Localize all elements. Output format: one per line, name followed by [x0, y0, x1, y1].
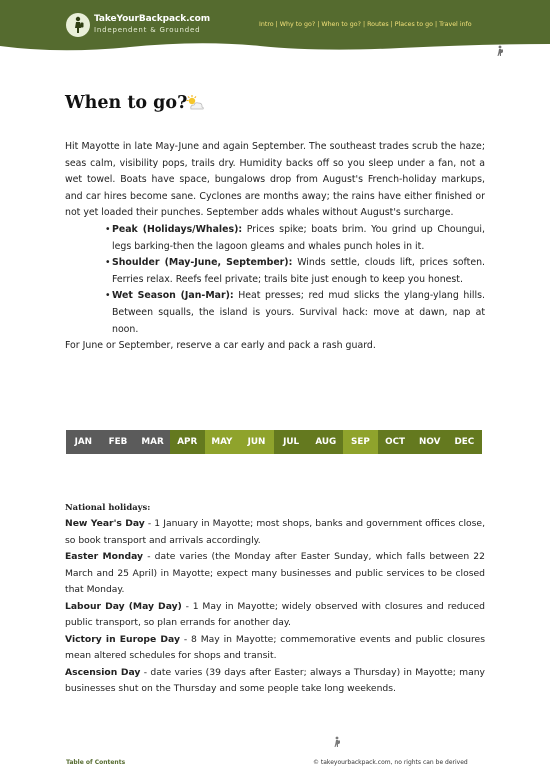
header-wave-decoration [0, 40, 550, 52]
sun-behind-cloud-icon [185, 94, 205, 112]
month-cell-nov: NOV [412, 430, 447, 454]
month-cell-jul: JUL [274, 430, 309, 454]
holiday-text: - 1 May in Mayotte; widely observed with closures and reduced public transport, so plan errands for another day. [65, 600, 485, 628]
season-text: Heat presses; red mud slicks the ylang-ylang hills. Between squalls, the island is yours. Survival hack: move at dawn, nap at noon. [112, 290, 485, 335]
month-cell-aug: AUG [308, 430, 343, 454]
holiday-name: New Year's Day [65, 518, 145, 529]
month-cell-oct: OCT [378, 430, 413, 454]
season-name: Shoulder (May-June, September): [112, 257, 293, 269]
season-name: Peak (Holidays/Whales): [112, 223, 243, 235]
nav-separator: | [360, 21, 368, 28]
table-of-contents-link[interactable]: Table of Contents [66, 759, 126, 766]
nav-link-places-to-go[interactable]: Places to go [394, 21, 433, 28]
month-cell-may: MAY [205, 430, 240, 454]
nav-separator: | [432, 21, 440, 28]
month-cell-mar: MAR [135, 430, 170, 454]
nav-separator: | [315, 21, 322, 28]
nav-link-intro[interactable]: Intro [259, 21, 274, 28]
nav-link-when-to-go[interactable]: When to go? [321, 21, 361, 28]
list-item [65, 255, 485, 288]
intro-paragraph: Hit Mayotte in late May-June and again September. The southeast trades scrub the haze; seas calm, visibility pops, trails dry. Humidity backs off so you sleep under a fan, not a wet towel. Boats have space, bungalows drop from August's French-holiday markups, and car hires become sane. Cyclones are months away; the rains have either finished or not yet loaded their punches. September adds whales without August's surcharge. [65, 141, 485, 219]
month-cell-jun: JUN [239, 430, 274, 454]
outro-paragraph: For June or September, reserve a car early and pack a rash guard. [65, 340, 376, 352]
holiday-item [65, 549, 485, 599]
list-item [65, 222, 485, 255]
backpacker-logo-icon [66, 13, 90, 37]
holiday-item [65, 665, 485, 698]
holiday-name: Victory in Europe Day [65, 633, 180, 645]
month-cell-sep: SEP [343, 430, 378, 454]
holiday-text: - date varies (39 days after Easter; always a Thursday) in Mayotte; many businesses shut on the Thursday and some people take long weekends. [65, 666, 485, 694]
nav-link-why-to-go[interactable]: Why to go? [279, 21, 316, 28]
holiday-text: - 1 January in Mayotte; most shops, banks and government offices close, so book transport and arrivals accordingly. [65, 518, 485, 546]
nav-separator: | [388, 21, 395, 28]
bullet-icon: • [105, 290, 111, 302]
holiday-name: Labour Day (May Day) [65, 600, 182, 612]
holiday-text: - 8 May in Mayotte; commemorative events and public closures mean altered schedules for shops and transit. [65, 633, 485, 661]
month-cell-dec: DEC [447, 430, 482, 454]
nav-link-travel-info[interactable]: Travel info [439, 21, 472, 28]
top-navigation [259, 21, 472, 28]
month-cell-jan: JAN [66, 430, 101, 454]
site-header [0, 0, 550, 52]
season-list [65, 222, 485, 338]
holiday-item [65, 632, 485, 665]
season-text: Winds settle, clouds lift, prices soften. Ferries relax. Reefs feel private; trails bite just enough to keep you honest. [112, 257, 486, 285]
page-title: When to go? [65, 93, 188, 113]
nav-link-routes[interactable]: Routes [367, 21, 389, 28]
holiday-name: Ascension Day [65, 666, 141, 678]
month-cell-feb: FEB [101, 430, 136, 454]
hiker-icon [495, 45, 505, 57]
brand-name[interactable]: TakeYourBackpack.com [94, 14, 211, 24]
holiday-item [65, 599, 485, 632]
holiday-name: Easter Monday [65, 551, 144, 562]
list-item [65, 288, 485, 338]
season-name: Wet Season (Jan-Mar): [112, 290, 234, 302]
bullet-icon: • [105, 223, 111, 235]
hiker-icon [332, 736, 342, 748]
holiday-item [65, 516, 485, 549]
month-calendar-bar [66, 430, 482, 454]
nav-separator: | [273, 21, 280, 28]
bullet-icon: • [105, 257, 111, 269]
brand-tagline: Independent & Grounded [94, 26, 201, 34]
copyright-notice: © takeyourbackpack.com, no rights can be derived [313, 759, 468, 766]
holiday-text: - date varies (the Monday after Easter Sunday, which falls between 22 March and 25 April) in Mayotte; expect many businesses and public services to be closed that Monday. [65, 551, 486, 595]
when-to-go-content [65, 139, 485, 355]
national-holidays-section [65, 500, 485, 698]
holidays-heading: National holidays: [65, 502, 151, 512]
season-text: Prices spike; boats brim. You grind up Choungui, legs barking-then the lagoon gleams and whales punch holes in it. [112, 223, 485, 252]
month-cell-apr: APR [170, 430, 205, 454]
